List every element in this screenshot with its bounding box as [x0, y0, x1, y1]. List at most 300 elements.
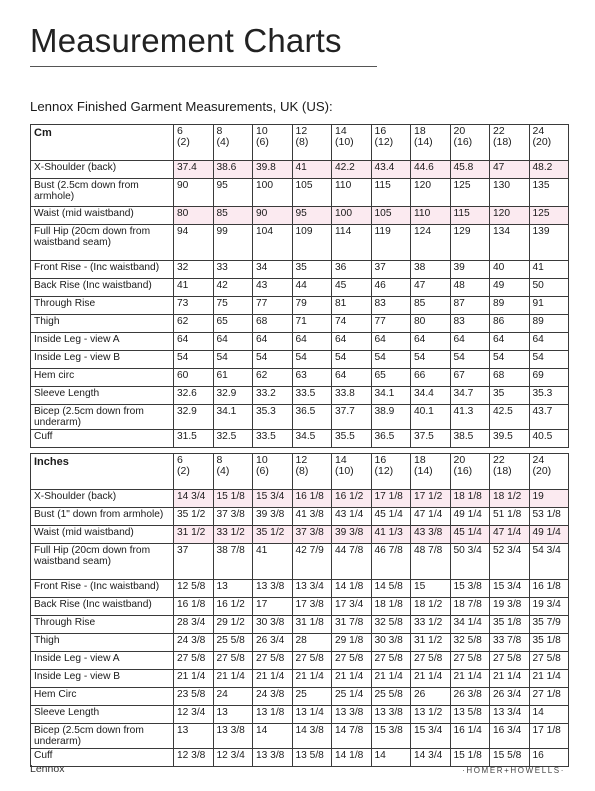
measurement-value: 26 [411, 688, 451, 706]
measurement-value: 119 [371, 225, 411, 261]
measurement-value: 83 [371, 297, 411, 315]
size-header [450, 125, 490, 161]
table-row [31, 688, 569, 706]
measurement-value: 54 [529, 351, 569, 369]
size-header [213, 125, 253, 161]
measurement-value: 40.1 [411, 405, 451, 430]
size-uk: 24 [532, 125, 545, 137]
table-row [31, 706, 569, 724]
measurement-value: 34.5 [292, 430, 332, 448]
measurement-value: 65 [213, 315, 253, 333]
measurement-label: Thigh [31, 634, 174, 652]
measurement-value: 35 [292, 261, 332, 279]
measurement-value: 35 1/8 [529, 634, 569, 652]
measurement-value: 32 [174, 261, 214, 279]
size-uk: 12 [295, 125, 308, 137]
measurement-value: 54 [253, 351, 293, 369]
measurement-value: 14 3/4 [174, 490, 214, 508]
measurement-label: Cuff [31, 430, 174, 448]
measurement-value: 12 3/8 [174, 749, 214, 767]
measurement-value: 19 [529, 490, 569, 508]
measurement-value: 48.2 [529, 161, 569, 179]
measurement-value: 32.9 [213, 387, 253, 405]
measurement-value: 13 3/8 [253, 580, 293, 598]
measurement-value: 54 [292, 351, 332, 369]
measurement-value: 34.4 [411, 387, 451, 405]
measurement-value: 89 [529, 315, 569, 333]
table-row [31, 670, 569, 688]
measurement-value: 68 [253, 315, 293, 333]
measurement-value: 42.2 [332, 161, 372, 179]
measurement-value: 39 3/8 [253, 508, 293, 526]
measurement-label: Waist (mid waistband) [31, 526, 174, 544]
measurement-value: 41 1/3 [371, 526, 411, 544]
measurement-value: 43 3/8 [411, 526, 451, 544]
measurement-value: 18 1/8 [371, 598, 411, 616]
measurement-value: 30 3/8 [371, 634, 411, 652]
measurement-value: 32.6 [174, 387, 214, 405]
measurement-value: 35 1/8 [490, 616, 530, 634]
footer-pattern-name: Lennox [30, 763, 65, 775]
measurement-value: 30 3/8 [253, 616, 293, 634]
measurement-value: 41 [529, 261, 569, 279]
table-row [31, 315, 569, 333]
measurement-label: X-Shoulder (back) [31, 490, 174, 508]
measurement-value: 21 1/4 [450, 670, 490, 688]
measurement-value: 43 [253, 279, 293, 297]
size-header [411, 125, 451, 161]
measurement-value: 125 [450, 179, 490, 207]
measurement-label: Full Hip (20cm down from waistband seam) [31, 225, 174, 261]
measurement-value: 39.5 [490, 430, 530, 448]
size-uk: 8 [216, 125, 223, 137]
measurement-value: 27 5/8 [490, 652, 530, 670]
measurement-value: 21 1/4 [292, 670, 332, 688]
measurement-value: 54 [332, 351, 372, 369]
size-uk: 6 [177, 454, 183, 466]
measurement-value: 45 1/4 [371, 508, 411, 526]
measurement-value: 39.8 [253, 161, 293, 179]
measurement-value: 65 [371, 369, 411, 387]
measurement-value: 24 3/8 [253, 688, 293, 706]
measurement-value: 29 1/8 [332, 634, 372, 652]
measurement-value: 23 5/8 [174, 688, 214, 706]
measurement-value: 64 [332, 333, 372, 351]
measurement-value: 33 [213, 261, 253, 279]
measurement-value: 13 5/8 [450, 706, 490, 724]
measurement-value: 69 [529, 369, 569, 387]
size-us: (18) [493, 465, 512, 477]
measurement-value: 34 [253, 261, 293, 279]
measurement-label: Through Rise [31, 297, 174, 315]
measurement-value: 37.4 [174, 161, 214, 179]
measurement-value: 41 [292, 161, 332, 179]
measurement-value: 19 3/8 [490, 598, 530, 616]
measurement-value: 105 [371, 207, 411, 225]
measurement-value: 64 [253, 333, 293, 351]
measurement-value: 27 5/8 [174, 652, 214, 670]
size-us: (2) [177, 136, 190, 148]
size-uk: 18 [414, 454, 426, 466]
measurement-value: 32 5/8 [450, 634, 490, 652]
measurement-value: 34.1 [213, 405, 253, 430]
measurement-value: 64 [529, 333, 569, 351]
size-uk: 18 [414, 125, 426, 137]
measurement-value: 47 1/4 [411, 508, 451, 526]
measurement-value: 34 1/4 [450, 616, 490, 634]
measurement-value: 54 3/4 [529, 544, 569, 580]
measurement-value: 42 7/9 [292, 544, 332, 580]
size-us: (6) [256, 136, 269, 148]
measurement-value: 64 [174, 333, 214, 351]
measurement-label: Bust (2.5cm down from armhole) [31, 179, 174, 207]
measurement-value: 89 [490, 297, 530, 315]
measurement-value: 13 3/8 [332, 706, 372, 724]
measurement-value: 125 [529, 207, 569, 225]
measurement-value: 139 [529, 225, 569, 261]
measurement-value: 86 [490, 315, 530, 333]
size-us: (12) [374, 136, 394, 148]
measurement-value: 17 1/8 [371, 490, 411, 508]
measurement-value: 134 [490, 225, 530, 261]
measurement-label: Inside Leg - view B [31, 670, 174, 688]
measurement-value: 25 1/4 [332, 688, 372, 706]
measurement-value: 29 1/2 [213, 616, 253, 634]
size-uk: 22 [493, 125, 505, 137]
size-header [529, 125, 569, 161]
measurement-value: 100 [332, 207, 372, 225]
measurement-value: 36 [332, 261, 372, 279]
measurement-label: Back Rise (Inc waistband) [31, 279, 174, 297]
measurement-value: 46 [371, 279, 411, 297]
measurement-value: 27 5/8 [332, 652, 372, 670]
measurement-value: 37.7 [332, 405, 372, 430]
size-uk: 12 [295, 454, 308, 466]
measurement-value: 14 3/4 [411, 749, 451, 767]
measurement-value: 53 1/8 [529, 508, 569, 526]
measurement-value: 44 [292, 279, 332, 297]
table-row [31, 430, 569, 448]
measurement-value: 47 [411, 279, 451, 297]
size-us: (16) [453, 136, 473, 148]
measurement-value: 16 1/4 [450, 724, 490, 749]
measurement-value: 24 3/8 [174, 634, 214, 652]
measurement-value: 24 [213, 688, 253, 706]
measurement-value: 21 1/4 [213, 670, 253, 688]
measurement-value: 21 1/4 [253, 670, 293, 688]
measurement-label: Inside Leg - view A [31, 652, 174, 670]
table-row [31, 526, 569, 544]
measurement-value: 41 [174, 279, 214, 297]
measurement-value: 18 1/8 [450, 490, 490, 508]
size-uk: 24 [532, 454, 545, 466]
measurement-value: 124 [411, 225, 451, 261]
measurement-value: 14 1/8 [332, 580, 372, 598]
measurement-value: 80 [174, 207, 214, 225]
measurement-value: 94 [174, 225, 214, 261]
measurement-value: 63 [292, 369, 332, 387]
size-header [253, 454, 293, 490]
measurement-value: 16 1/8 [529, 580, 569, 598]
measurement-label: Thigh [31, 315, 174, 333]
table-row [31, 749, 569, 767]
measurement-value: 13 [213, 706, 253, 724]
size-us: (6) [256, 465, 269, 477]
measurement-value: 38.5 [450, 430, 490, 448]
measurement-label: Front Rise - (Inc waistband) [31, 261, 174, 279]
measurement-value: 13 5/8 [292, 749, 332, 767]
measurement-value: 130 [490, 179, 530, 207]
measurement-value: 16 1/2 [213, 598, 253, 616]
measurement-value: 27 5/8 [253, 652, 293, 670]
measurement-value: 43.7 [529, 405, 569, 430]
measurement-value: 18 7/8 [450, 598, 490, 616]
measurement-value: 41 [253, 544, 293, 580]
size-header [332, 125, 372, 161]
measurement-value: 77 [253, 297, 293, 315]
measurement-value: 31 1/2 [174, 526, 214, 544]
measurement-value: 66 [411, 369, 451, 387]
measurement-value: 85 [213, 207, 253, 225]
size-uk: 20 [453, 454, 466, 466]
measurement-label: Bust (1" down from armhole) [31, 508, 174, 526]
measurement-value: 135 [529, 179, 569, 207]
measurement-value: 54 [371, 351, 411, 369]
measurement-value: 13 3/8 [213, 724, 253, 749]
measurement-value: 38.9 [371, 405, 411, 430]
measurement-value: 16 3/4 [490, 724, 530, 749]
measurement-value: 37 3/8 [213, 508, 253, 526]
measurement-label: Through Rise [31, 616, 174, 634]
size-us: (8) [295, 136, 309, 148]
measurement-value: 51 1/8 [490, 508, 530, 526]
size-header [174, 125, 214, 161]
measurement-value: 74 [332, 315, 372, 333]
measurement-value: 45 [332, 279, 372, 297]
measurement-value: 44.6 [411, 161, 451, 179]
unit-label: Cm [31, 125, 174, 161]
measurement-value: 13 [174, 724, 214, 749]
table-row [31, 351, 569, 369]
measurement-value: 15 3/4 [253, 490, 293, 508]
table-row [31, 207, 569, 225]
measurement-value: 47 1/4 [490, 526, 530, 544]
measurement-value: 31 1/2 [411, 634, 451, 652]
measurement-value: 21 1/4 [411, 670, 451, 688]
measurement-value: 68 [490, 369, 530, 387]
measurement-value: 21 1/4 [371, 670, 411, 688]
table-row [31, 279, 569, 297]
size-uk: 8 [216, 454, 223, 466]
measurement-value: 13 1/2 [411, 706, 451, 724]
measurement-value: 32.5 [213, 430, 253, 448]
measurement-label: Inside Leg - view A [31, 333, 174, 351]
table-row [31, 490, 569, 508]
measurement-label: Full Hip (20cm down from waistband seam) [31, 544, 174, 580]
measurement-value: 81 [332, 297, 372, 315]
size-header [332, 454, 372, 490]
measurement-value: 64 [411, 333, 451, 351]
measurement-value: 12 5/8 [174, 580, 214, 598]
measurement-value: 17 3/8 [292, 598, 332, 616]
measurement-value: 15 5/8 [490, 749, 530, 767]
measurement-value: 13 3/4 [490, 706, 530, 724]
size-header [411, 454, 451, 490]
measurement-value: 64 [292, 333, 332, 351]
measurement-value: 77 [371, 315, 411, 333]
size-uk: 16 [374, 454, 387, 466]
size-us: (20) [532, 465, 552, 477]
measurement-value: 33.2 [253, 387, 293, 405]
table-header-row [31, 125, 569, 161]
size-header [213, 454, 253, 490]
size-us: (18) [493, 136, 512, 148]
measurement-value: 21 1/4 [332, 670, 372, 688]
measurement-value: 35 7/9 [529, 616, 569, 634]
measurement-value: 115 [450, 207, 490, 225]
measurement-value: 27 5/8 [450, 652, 490, 670]
cm-measurement-table [30, 124, 569, 448]
size-us: (8) [295, 465, 309, 477]
footer-brand: ·HOMER+HOWELLS· [462, 766, 565, 775]
measurement-label: Cuff [31, 749, 174, 767]
measurement-label: Front Rise - (Inc waistband) [31, 580, 174, 598]
measurement-value: 16 1/2 [332, 490, 372, 508]
measurement-value: 35 [490, 387, 530, 405]
measurement-value: 34.7 [450, 387, 490, 405]
measurement-value: 54 [213, 351, 253, 369]
size-us: (10) [335, 136, 354, 148]
measurement-label: Inside Leg - view B [31, 351, 174, 369]
table-row [31, 598, 569, 616]
measurement-value: 73 [174, 297, 214, 315]
measurement-value: 67 [450, 369, 490, 387]
measurement-value: 14 3/8 [292, 724, 332, 749]
measurement-value: 25 5/8 [371, 688, 411, 706]
measurement-value: 16 [529, 749, 569, 767]
size-us: (4) [216, 465, 230, 477]
measurement-value: 120 [411, 179, 451, 207]
unit-label: Inches [31, 454, 174, 490]
measurement-value: 87 [450, 297, 490, 315]
measurement-value: 42.5 [490, 405, 530, 430]
measurement-value: 90 [174, 179, 214, 207]
measurement-value: 17 [253, 598, 293, 616]
measurement-value: 64 [490, 333, 530, 351]
table-header-row [31, 454, 569, 490]
size-header [253, 125, 293, 161]
measurement-value: 85 [411, 297, 451, 315]
measurement-value: 64 [332, 369, 372, 387]
measurement-value: 14 7/8 [332, 724, 372, 749]
chart-subtitle: Lennox Finished Garment Measurements, UK (US): [30, 99, 333, 114]
measurement-value: 15 1/8 [450, 749, 490, 767]
measurement-value: 15 [411, 580, 451, 598]
measurement-value: 75 [213, 297, 253, 315]
size-header [371, 125, 411, 161]
measurement-value: 32 5/8 [371, 616, 411, 634]
size-header [450, 454, 490, 490]
measurement-value: 43 1/4 [332, 508, 372, 526]
measurement-value: 33 7/8 [490, 634, 530, 652]
table-row [31, 634, 569, 652]
table-row [31, 544, 569, 580]
measurement-value: 17 1/2 [411, 490, 451, 508]
measurement-value: 40.5 [529, 430, 569, 448]
measurement-value: 95 [292, 207, 332, 225]
measurement-value: 26 3/4 [253, 634, 293, 652]
size-us: (14) [414, 465, 433, 477]
measurement-label: X-Shoulder (back) [31, 161, 174, 179]
size-us: (12) [374, 465, 394, 477]
measurement-value: 48 [450, 279, 490, 297]
measurement-value: 120 [490, 207, 530, 225]
measurement-value: 33 1/2 [411, 616, 451, 634]
measurement-value: 48 7/8 [411, 544, 451, 580]
table-row [31, 261, 569, 279]
measurement-value: 28 3/4 [174, 616, 214, 634]
size-header [174, 454, 214, 490]
measurement-value: 37 3/8 [292, 526, 332, 544]
measurement-value: 36.5 [292, 405, 332, 430]
measurement-value: 54 [450, 351, 490, 369]
measurement-value: 21 1/4 [529, 670, 569, 688]
table-row [31, 333, 569, 351]
measurement-value: 62 [253, 369, 293, 387]
measurement-value: 27 5/8 [371, 652, 411, 670]
measurement-value: 15 3/4 [411, 724, 451, 749]
measurement-value: 33.5 [253, 430, 293, 448]
measurement-value: 13 1/8 [253, 706, 293, 724]
measurement-value: 27 5/8 [529, 652, 569, 670]
size-uk: 22 [493, 454, 505, 466]
measurement-value: 21 1/4 [490, 670, 530, 688]
measurement-value: 25 [292, 688, 332, 706]
measurement-value: 45 1/4 [450, 526, 490, 544]
measurement-value: 52 3/4 [490, 544, 530, 580]
measurement-value: 90 [253, 207, 293, 225]
size-us: (10) [335, 465, 354, 477]
size-header [529, 454, 569, 490]
measurement-value: 33 1/2 [213, 526, 253, 544]
table-row [31, 179, 569, 207]
measurement-value: 79 [292, 297, 332, 315]
measurement-value: 99 [213, 225, 253, 261]
table-row [31, 508, 569, 526]
measurement-value: 17 1/8 [529, 724, 569, 749]
size-header [292, 125, 332, 161]
size-uk: 14 [335, 454, 347, 466]
size-header [490, 454, 530, 490]
table-row [31, 161, 569, 179]
measurement-value: 35 1/2 [174, 508, 214, 526]
measurement-value: 32.9 [174, 405, 214, 430]
measurement-value: 71 [292, 315, 332, 333]
measurement-value: 35.3 [253, 405, 293, 430]
measurement-value: 49 [490, 279, 530, 297]
measurement-label: Back Rise (Inc waistband) [31, 598, 174, 616]
measurement-value: 16 1/8 [174, 598, 214, 616]
measurement-value: 18 1/2 [411, 598, 451, 616]
measurement-value: 13 [213, 580, 253, 598]
measurement-value: 45.8 [450, 161, 490, 179]
measurement-label: Waist (mid waistband) [31, 207, 174, 225]
table-row [31, 225, 569, 261]
measurement-value: 18 1/2 [490, 490, 530, 508]
measurement-value: 31 1/8 [292, 616, 332, 634]
measurement-value: 14 [253, 724, 293, 749]
measurement-value: 35.3 [529, 387, 569, 405]
